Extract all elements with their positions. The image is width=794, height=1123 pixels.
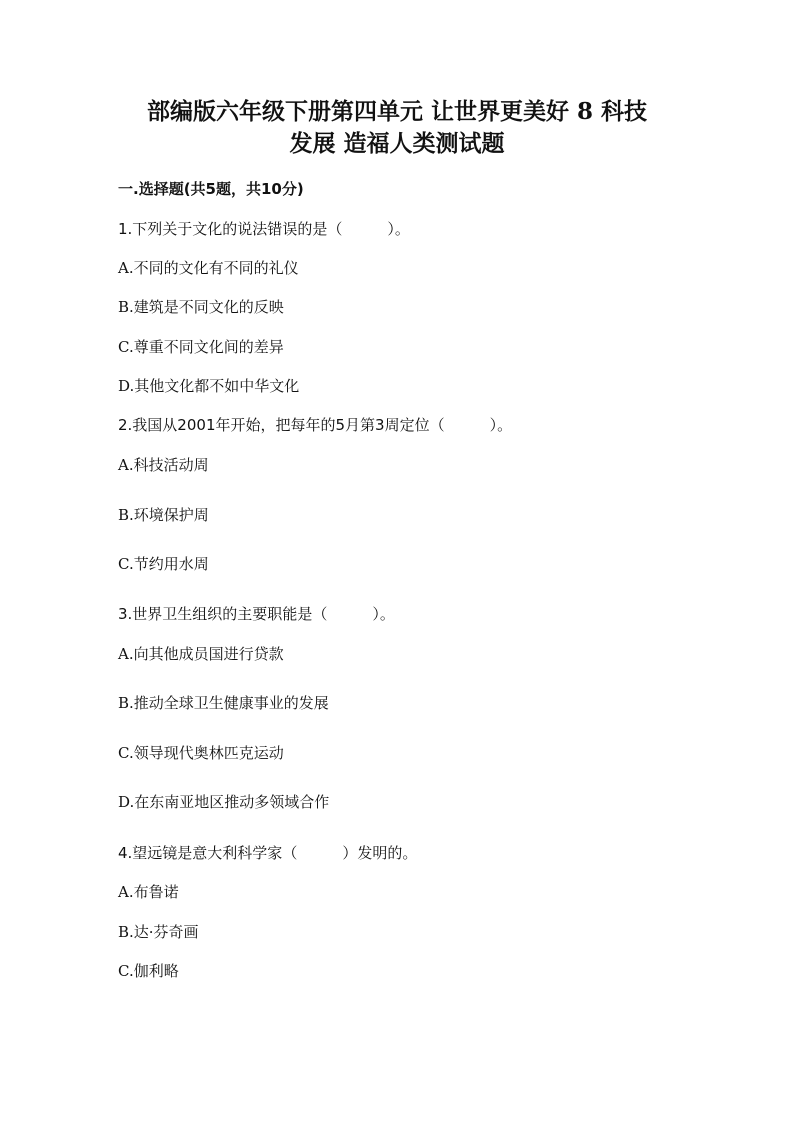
question-4-option-b: B.达·芬奇画: [118, 923, 199, 941]
question-1-option-d: D.其他文化都不如中华文化: [118, 377, 300, 395]
document-title-line-2: 发展 造福人类测试题: [289, 130, 505, 157]
question-2-option-b: B.环境保护周: [118, 506, 209, 524]
question-3-option-c: C.领导现代奥林匹克运动: [118, 744, 284, 762]
question-1-option-b: B.建筑是不同文化的反映: [118, 298, 284, 316]
question-2-option-a: A.科技活动周: [118, 456, 209, 474]
question-1-option-a: A.不同的文化有不同的礼仪: [118, 259, 299, 277]
question-4-option-c: C.伽利略: [118, 962, 179, 980]
question-1-option-c: C.尊重不同文化间的差异: [118, 338, 284, 356]
document-title-line-1: 部编版六年级下册第四单元 让世界更美好 8 科技: [146, 98, 648, 125]
question-3-option-b: B.推动全球卫生健康事业的发展: [118, 694, 329, 712]
question-3-stem: 3.世界卫生组织的主要职能是（ ）。: [118, 605, 395, 623]
section-heading: 一.选择题(共5题，共10分): [118, 180, 304, 198]
question-3-option-a: A.向其他成员国进行贷款: [118, 645, 284, 663]
question-4-option-a: A.布鲁诺: [118, 883, 179, 901]
question-1-stem: 1.下列关于文化的说法错误的是（ ）。: [118, 220, 410, 238]
question-4-stem: 4.望远镜是意大利科学家（ ）发明的。: [118, 844, 418, 862]
question-2-stem: 2.我国从2001年开始，把每年的5月第3周定位（ ）。: [118, 416, 513, 434]
question-2-option-c: C.节约用水周: [118, 555, 209, 573]
question-3-option-d: D.在东南亚地区推动多领域合作: [118, 793, 330, 811]
